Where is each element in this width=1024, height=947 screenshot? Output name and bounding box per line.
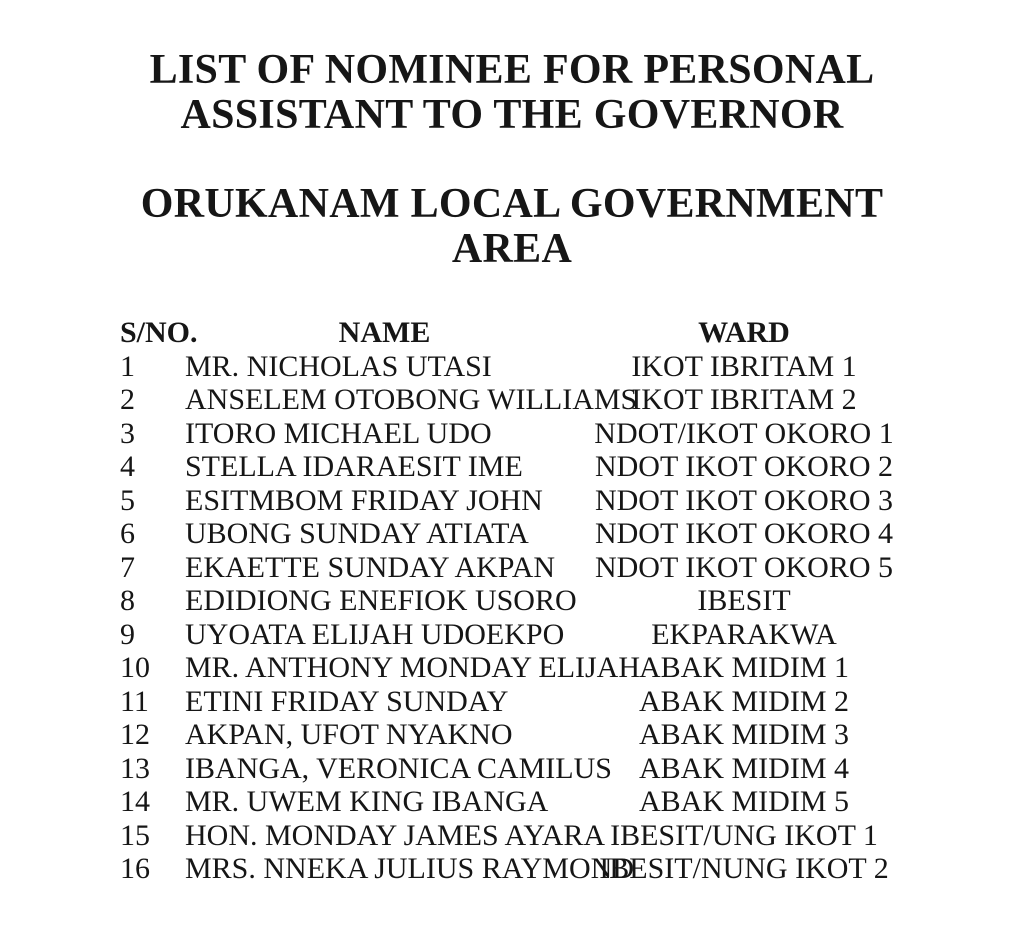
row-ward: IKOT IBRITAM 1 [631, 349, 857, 383]
row-serial-number: 16 [120, 852, 150, 885]
row-serial-number: 5 [120, 483, 135, 517]
column-header-ward: WARD [698, 316, 790, 349]
subtitle-line-2: AREA [451, 226, 573, 272]
row-nominee-name: ESITMBOM FRIDAY JOHN [185, 483, 543, 517]
document-subtitle [0, 182, 1024, 272]
row-ward: NDOT IKOT OKORO 5 [594, 550, 894, 584]
nominee-table [120, 316, 912, 886]
table-row [120, 819, 912, 853]
column-header-sno: S/NO. [120, 316, 198, 349]
table-row [120, 651, 912, 685]
row-serial-number: 4 [120, 450, 135, 483]
row-ward: NDOT IKOT OKORO 2 [594, 450, 894, 483]
row-nominee-name: AKPAN, UFOT NYAKNO [185, 718, 513, 751]
document-title [0, 48, 1024, 138]
row-ward: NDOT/IKOT OKORO 1 [594, 416, 894, 450]
row-ward: ABAK MIDIM 3 [639, 718, 849, 751]
row-serial-number: 3 [120, 416, 135, 450]
row-ward: ABAK MIDIM 2 [639, 684, 849, 718]
table-row [120, 752, 912, 786]
row-serial-number: 1 [120, 349, 135, 383]
row-serial-number: 11 [120, 684, 149, 718]
row-serial-number: 2 [120, 383, 135, 416]
table-row [120, 685, 912, 719]
row-serial-number: 13 [120, 751, 150, 785]
row-serial-number: 6 [120, 517, 135, 550]
title-line-1: LIST OF NOMINEE FOR PERSONAL [149, 47, 875, 93]
row-ward: IBESIT [697, 584, 791, 617]
subtitle-line-1: ORUKANAM LOCAL GOVERNMENT [140, 181, 884, 227]
row-ward: NDOT IKOT OKORO 4 [594, 517, 894, 550]
row-serial-number: 12 [120, 718, 150, 751]
table-row [120, 718, 912, 752]
row-nominee-name: MR. ANTHONY MONDAY ELIJAH [185, 651, 641, 684]
table-row [120, 618, 912, 652]
table-row [120, 383, 912, 417]
row-ward: ABAK MIDIM 1 [639, 651, 849, 684]
row-ward: ABAK MIDIM 5 [639, 785, 849, 818]
table-row [120, 417, 912, 451]
table-header-row [120, 316, 912, 350]
row-ward: IBESIT/NUNG IKOT 2 [599, 852, 889, 885]
row-nominee-name: ANSELEM OTOBONG WILLIAMS [185, 383, 638, 416]
row-serial-number: 7 [120, 550, 135, 584]
row-serial-number: 14 [120, 785, 150, 818]
table-row [120, 450, 912, 484]
title-line-2: ASSISTANT TO THE GOVERNOR [180, 92, 844, 138]
row-ward: IBESIT/UNG IKOT 1 [610, 818, 878, 852]
table-row [120, 852, 912, 886]
row-nominee-name: ETINI FRIDAY SUNDAY [185, 684, 509, 718]
row-nominee-name: MR. UWEM KING IBANGA [185, 785, 549, 818]
row-nominee-name: MRS. NNEKA JULIUS RAYMOND [185, 852, 634, 885]
row-serial-number: 9 [120, 617, 135, 651]
row-serial-number: 15 [120, 818, 150, 852]
column-header-name: NAME [338, 316, 431, 349]
row-ward: IKOT IBRITAM 2 [631, 383, 857, 416]
row-nominee-name: MR. NICHOLAS UTASI [185, 349, 492, 383]
table-row [120, 584, 912, 618]
nominee-table-body [120, 350, 912, 886]
row-ward: ABAK MIDIM 4 [639, 751, 849, 785]
table-row [120, 350, 912, 384]
row-serial-number: 8 [120, 584, 135, 617]
row-nominee-name: EKAETTE SUNDAY AKPAN [185, 550, 556, 584]
row-nominee-name: UYOATA ELIJAH UDOEKPO [185, 617, 565, 651]
row-nominee-name: IBANGA, VERONICA CAMILUS [185, 751, 612, 785]
table-row [120, 517, 912, 551]
row-nominee-name: STELLA IDARAESIT IME [185, 450, 523, 483]
row-serial-number: 10 [120, 651, 150, 684]
row-nominee-name: UBONG SUNDAY ATIATA [185, 517, 529, 550]
document-header [0, 0, 1024, 272]
row-ward: NDOT IKOT OKORO 3 [594, 483, 894, 517]
table-row [120, 785, 912, 819]
row-nominee-name: HON. MONDAY JAMES AYARA [185, 818, 606, 852]
table-row [120, 551, 912, 585]
row-nominee-name: EDIDIONG ENEFIOK USORO [185, 584, 577, 617]
row-ward: EKPARAKWA [651, 617, 837, 651]
row-nominee-name: ITORO MICHAEL UDO [185, 416, 492, 450]
table-row [120, 484, 912, 518]
